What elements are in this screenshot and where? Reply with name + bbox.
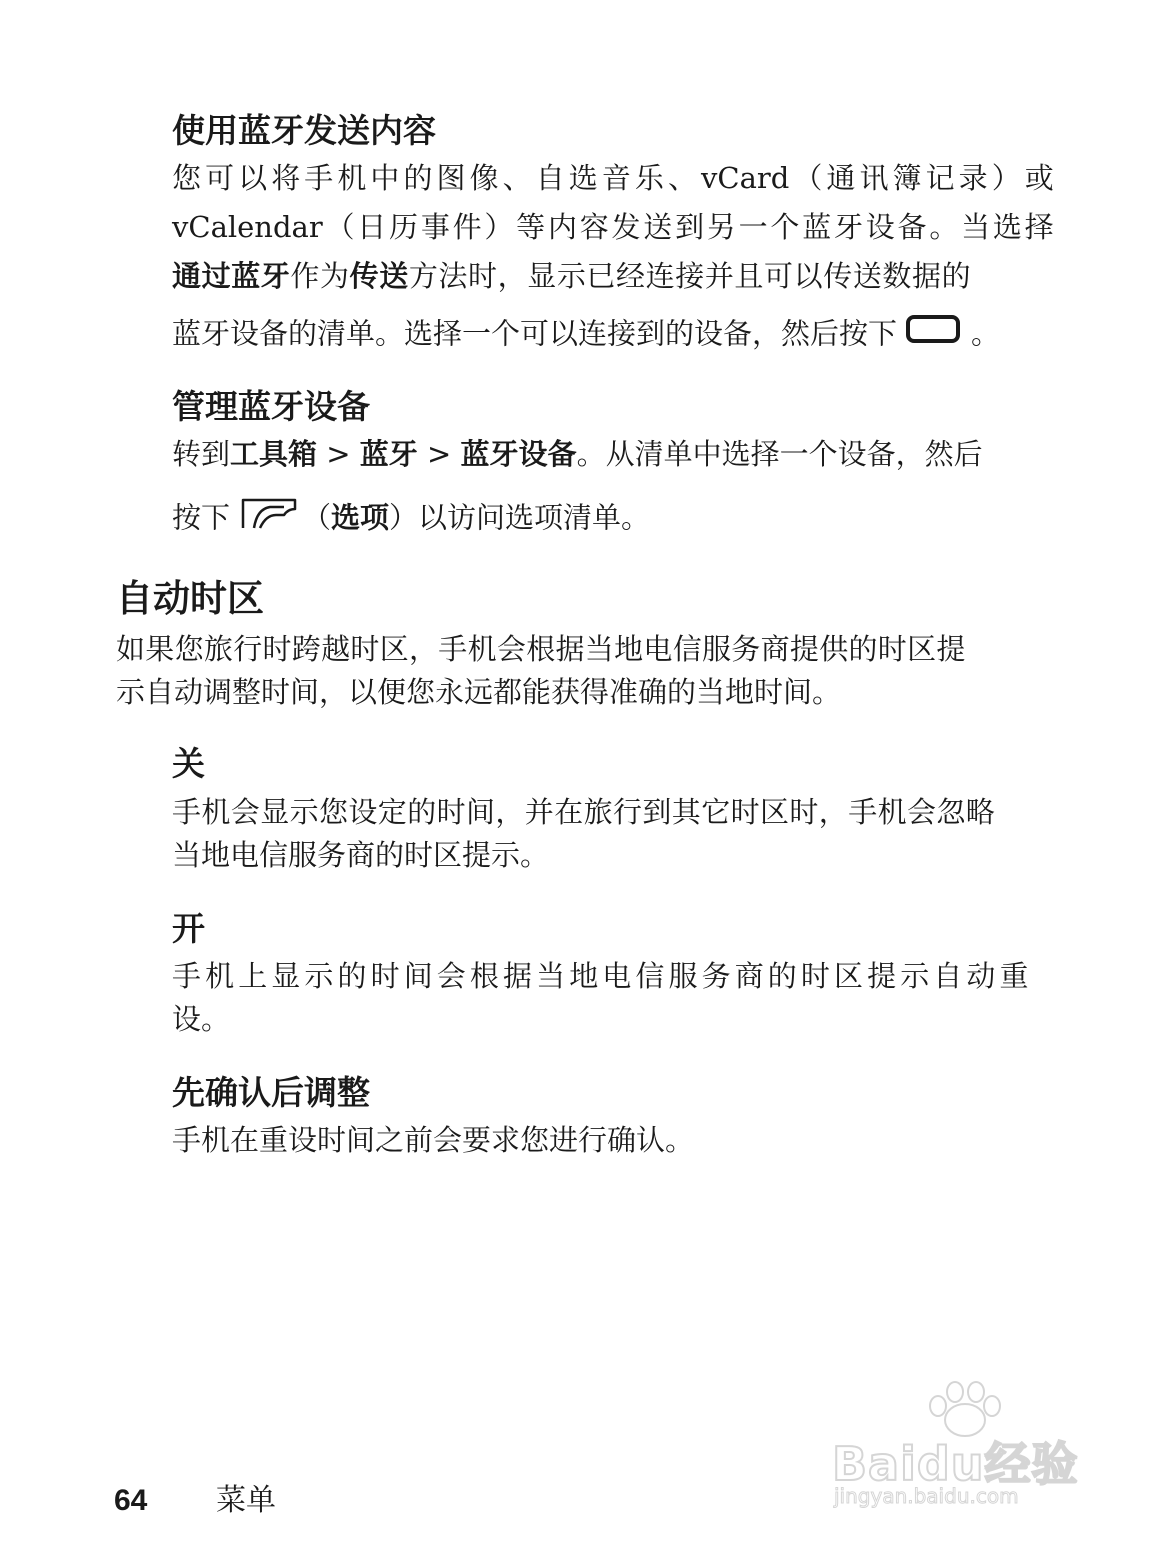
watermark-brand: Baidu经验 bbox=[832, 1437, 1079, 1491]
bt-send-line-3: 通过蓝牙作为传送方法时，显示已经连接并且可以传送数据的 bbox=[172, 259, 972, 293]
center-select-key-icon bbox=[905, 314, 961, 349]
bt-send-line-4: 蓝牙设备的清单。选择一个可以连接到的设备，然后按下 。 bbox=[172, 318, 1000, 353]
baidu-watermark bbox=[820, 1380, 1110, 1510]
heading-confirm: 先确认后调整 bbox=[172, 1073, 370, 1112]
confirm-line-1: 手机在重设时间之前会要求您进行确认。 bbox=[172, 1123, 695, 1157]
footer-section-label: 菜单 bbox=[216, 1483, 276, 1518]
on-line-2: 设。 bbox=[172, 1002, 231, 1036]
heading-auto-timezone: 自动时区 bbox=[116, 577, 264, 620]
left-soft-key-icon bbox=[240, 497, 298, 536]
heading-off: 关 bbox=[172, 744, 205, 783]
off-line-2: 当地电信服务商的时区提示。 bbox=[172, 838, 550, 872]
bt-send-line-2: vCalendar （ 日 历 事 件 ） 等 内 容 发 送 到 另 一 个 蓝 牙 设 备 。 当 选 择 bbox=[172, 210, 1054, 244]
watermark-url: jingyan.baidu.com bbox=[834, 1484, 1019, 1508]
bt-send-line-1: 您 可 以 将 手 机 中 的 图 像 、 自 选 音 乐 、 vCard （ 通 讯 簿 记 录 ） 或 bbox=[172, 161, 1054, 195]
auto-tz-line-2: 示自动调整时间，以便您永远都能获得准确的当地时间。 bbox=[116, 675, 842, 709]
off-line-1: 手机会显示您设定的时间，并在旅行到其它时区时，手机会忽略 bbox=[172, 795, 996, 829]
bt-manage-line-1: 转到工具箱 > 蓝牙 > 蓝牙设备。从清单中选择一个设备，然后 bbox=[172, 437, 983, 471]
auto-tz-line-1: 如果您旅行时跨越时区，手机会根据当地电信服务商提供的时区提 bbox=[116, 632, 966, 666]
heading-bt-manage: 管理蓝牙设备 bbox=[172, 387, 370, 426]
heading-bt-send: 使用蓝牙发送内容 bbox=[172, 111, 436, 150]
page-number: 64 bbox=[114, 1484, 148, 1517]
on-line-1: 手机上显示的时间会根据当地电信服务商的时区提示自动重 bbox=[172, 959, 1033, 993]
heading-on: 开 bbox=[172, 909, 205, 948]
bt-manage-line-2: 按下 （选项）以访问选项清单。 bbox=[172, 500, 650, 539]
